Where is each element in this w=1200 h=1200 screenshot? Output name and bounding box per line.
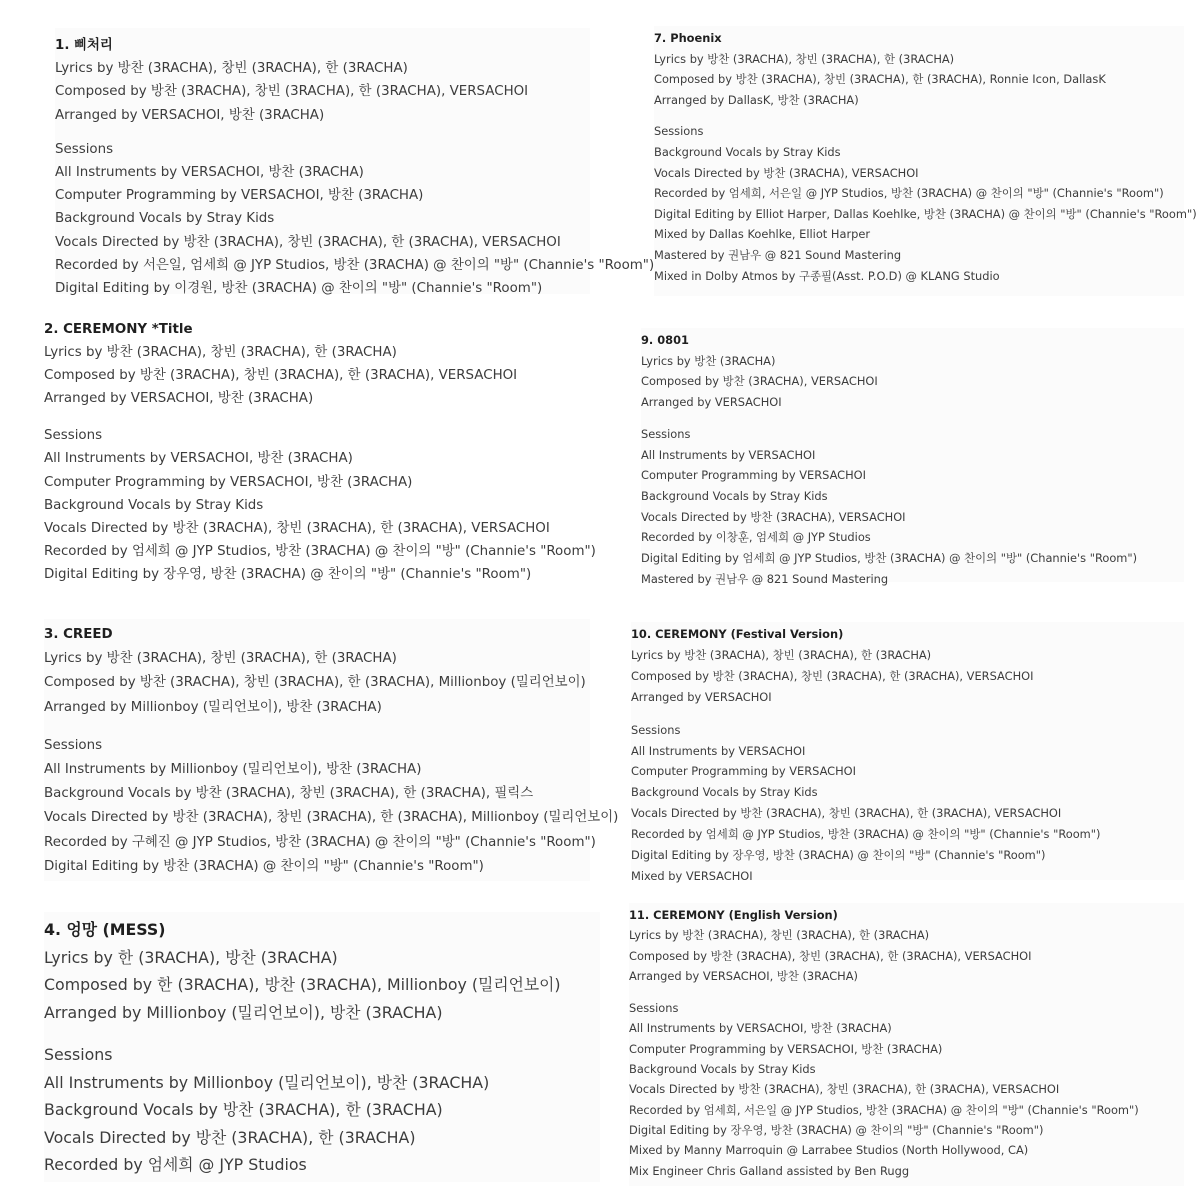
session-credit: Vocals Directed by 방찬 (3RACHA), VERSACHOI [641, 509, 906, 524]
lyrics-credit: Lyrics by 방찬 (3RACHA), 창빈 (3RACHA), 한 (3RACHA) [631, 647, 932, 662]
sessions-heading: Sessions [55, 141, 114, 157]
session-credit: Vocals Directed by 방찬 (3RACHA), 창빈 (3RACHA), 한 (3RACHA), Millionboy (밀리언보이) [44, 810, 619, 826]
session-credit: Recorded by 이창훈, 엄세희 @ JYP Studios [641, 530, 871, 545]
session-credit: All Instruments by Millionboy (밀리언보이), 방찬 (3RACHA) [44, 762, 422, 778]
session-credit: Vocals Directed by 방찬 (3RACHA), 창빈 (3RACHA), 한 (3RACHA), VERSACHOI [631, 806, 1062, 821]
session-credit: Computer Programming by VERSACHOI, 방찬 (3RACHA) [55, 188, 424, 204]
session-credit: Background Vocals by Stray Kids [631, 785, 818, 800]
sessions-heading: Sessions [44, 1045, 113, 1064]
lyrics-credit: Lyrics by 방찬 (3RACHA), 창빈 (3RACHA), 한 (3RACHA) [55, 61, 408, 77]
session-credit: Recorded by 엄세희 @ JYP Studios, 방찬 (3RACHA) @ 찬이의 "방" (Channie's "Room") [44, 543, 596, 559]
track-title: 2. CEREMONY *Title [44, 322, 193, 337]
composed-credit: Composed by 방찬 (3RACHA), 창빈 (3RACHA), 한 (3RACHA), VERSACHOI [629, 948, 1032, 963]
session-credit: Computer Programming by VERSACHOI [641, 468, 867, 483]
arranged-credit: Arranged by Millionboy (밀리언보이), 방찬 (3RACHA) [44, 699, 382, 715]
credits-panel-track-1 [55, 28, 655, 297]
credits-panel-track-7 [654, 26, 1197, 296]
credits-panel-track-4 [44, 912, 600, 1182]
session-credit: Background Vocals by 방찬 (3RACHA), 창빈 (3RACHA), 한 (3RACHA), 필릭스 [44, 786, 534, 802]
arranged-credit: Arranged by VERSACHOI [641, 395, 782, 410]
track-title: 9. 0801 [641, 333, 689, 347]
session-credit: Digital Editing by 방찬 (3RACHA) @ 찬이의 "방" (Channie's "Room") [44, 858, 484, 874]
session-credit: Mixed in Dolby Atmos by 구종필(Asst. P.O.D) @ KLANG Studio [654, 268, 1000, 283]
session-credit: Background Vocals by Stray Kids [629, 1062, 816, 1077]
session-credit: Mastered by 권남우 @ 821 Sound Mastering [654, 247, 902, 262]
session-credit: Background Vocals by 방찬 (3RACHA), 한 (3RACHA) [44, 1100, 443, 1119]
sessions-heading: Sessions [641, 426, 691, 441]
session-credit: Mastered by 권남우 @ 821 Sound Mastering [641, 571, 889, 586]
lyrics-credit: Lyrics by 방찬 (3RACHA), 창빈 (3RACHA), 한 (3RACHA) [629, 928, 930, 943]
track-title: 10. CEREMONY (Festival Version) [631, 627, 844, 641]
arranged-credit: Arranged by VERSACHOI, 방찬 (3RACHA) [629, 968, 858, 983]
session-credit: Vocals Directed by 방찬 (3RACHA), 한 (3RACHA) [44, 1127, 416, 1147]
sessions-heading: Sessions [44, 428, 103, 444]
lyrics-credit: Lyrics by 방찬 (3RACHA), 창빈 (3RACHA), 한 (3RACHA) [44, 345, 397, 361]
session-credit: All Instruments by VERSACHOI, 방찬 (3RACHA) [55, 165, 364, 181]
session-credit: Computer Programming by VERSACHOI, 방찬 (3RACHA) [629, 1041, 943, 1056]
session-credit: Background Vocals by Stray Kids [55, 211, 275, 227]
session-credit: Vocals Directed by 방찬 (3RACHA), VERSACHOI [654, 165, 919, 180]
track-title: 4. 엉망 (MESS) [44, 920, 166, 939]
lyrics-credit: Lyrics by 방찬 (3RACHA) [641, 353, 776, 368]
credits-panel-track-9 [641, 328, 1184, 586]
credits-panel-track-10 [631, 622, 1184, 883]
arranged-credit: Arranged by DallasK, 방찬 (3RACHA) [654, 92, 859, 107]
session-credit: Mixed by VERSACHOI [631, 868, 753, 883]
session-credit: Computer Programming by VERSACHOI, 방찬 (3RACHA) [44, 474, 413, 490]
session-credit: Mixed by Dallas Koehlke, Elliot Harper [654, 227, 871, 242]
composed-credit: Composed by 방찬 (3RACHA), 창빈 (3RACHA), 한 (3RACHA), VERSACHOI [55, 84, 529, 100]
session-credit: Recorded by 엄세희 @ JYP Studios [44, 1155, 307, 1174]
composed-credit: Composed by 방찬 (3RACHA), 창빈 (3RACHA), 한 (3RACHA), Millionboy (밀리언보이) [44, 675, 586, 691]
composed-credit: Composed by 방찬 (3RACHA), 창빈 (3RACHA), 한 (3RACHA), VERSACHOI [44, 368, 518, 384]
sessions-heading: Sessions [631, 722, 681, 737]
session-credit: Mixed by Manny Marroquin @ Larrabee Studios (North Hollywood, CA) [629, 1143, 1029, 1158]
session-credit: Vocals Directed by 방찬 (3RACHA), 창빈 (3RACHA), 한 (3RACHA), VERSACHOI [44, 520, 550, 536]
session-credit: Vocals Directed by 방찬 (3RACHA), 창빈 (3RACHA), 한 (3RACHA), VERSACHOI [629, 1082, 1060, 1097]
sessions-heading: Sessions [629, 1001, 679, 1016]
session-credit: Digital Editing by 장우영, 방찬 (3RACHA) @ 찬이의 "방" (Channie's "Room") [629, 1122, 1044, 1137]
session-credit: Digital Editing by Elliot Harper, Dallas Koehlke, 방찬 (3RACHA) @ 찬이의 "방" (Channie's "Room") [654, 206, 1197, 221]
arranged-credit: Arranged by VERSACHOI [631, 689, 772, 704]
lyrics-credit: Lyrics by 방찬 (3RACHA), 창빈 (3RACHA), 한 (3RACHA) [44, 651, 397, 667]
session-credit: Digital Editing by 이경원, 방찬 (3RACHA) @ 찬이의 "방" (Channie's "Room") [55, 281, 543, 297]
arranged-credit: Arranged by Millionboy (밀리언보이), 방찬 (3RACHA) [44, 1002, 443, 1022]
session-credit: All Instruments by Millionboy (밀리언보이), 방찬 (3RACHA) [44, 1072, 490, 1092]
session-credit: Mix Engineer Chris Galland assisted by Ben Rugg [629, 1163, 910, 1178]
session-credit: Computer Programming by VERSACHOI [631, 764, 857, 779]
session-credit: Digital Editing by 엄세희 @ JYP Studios, 방찬 (3RACHA) @ 찬이의 "방" (Channie's "Room") [641, 551, 1138, 566]
credits-panel-track-2 [44, 314, 594, 588]
session-credit: Digital Editing by 장우영, 방찬 (3RACHA) @ 찬이의 "방" (Channie's "Room") [44, 566, 532, 582]
composed-credit: Composed by 한 (3RACHA), 방찬 (3RACHA), Millionboy (밀리언보이) [44, 975, 561, 994]
arranged-credit: Arranged by VERSACHOI, 방찬 (3RACHA) [44, 391, 314, 407]
session-credit: Background Vocals by Stray Kids [654, 144, 841, 159]
arranged-credit: Arranged by VERSACHOI, 방찬 (3RACHA) [55, 107, 325, 123]
session-credit: All Instruments by VERSACHOI [631, 743, 806, 758]
session-credit: All Instruments by VERSACHOI, 방찬 (3RACHA) [44, 451, 353, 467]
sessions-heading: Sessions [654, 124, 704, 139]
credits-panel-track-11 [629, 903, 1184, 1186]
credits-panel-track-3 [44, 619, 619, 881]
track-title: 7. Phoenix [654, 31, 722, 45]
session-credit: All Instruments by VERSACHOI [641, 447, 816, 462]
session-credit: Recorded by 구혜진 @ JYP Studios, 방찬 (3RACHA) @ 찬이의 "방" (Channie's "Room") [44, 834, 596, 850]
track-title: 3. CREED [44, 627, 113, 642]
session-credit: Background Vocals by Stray Kids [641, 488, 828, 503]
lyrics-credit: Lyrics by 한 (3RACHA), 방찬 (3RACHA) [44, 947, 338, 967]
session-credit: All Instruments by VERSACHOI, 방찬 (3RACHA) [629, 1021, 892, 1036]
composed-credit: Composed by 방찬 (3RACHA), 창빈 (3RACHA), 한 (3RACHA), VERSACHOI [631, 668, 1034, 683]
session-credit: Vocals Directed by 방찬 (3RACHA), 창빈 (3RACHA), 한 (3RACHA), VERSACHOI [55, 234, 561, 250]
session-credit: Recorded by 엄세희, 서은일 @ JYP Studios, 방찬 (3RACHA) @ 찬이의 "방" (Channie's "Room") [654, 186, 1164, 201]
composed-credit: Composed by 방찬 (3RACHA), 창빈 (3RACHA), 한 (3RACHA), Ronnie Icon, DallasK [654, 72, 1106, 87]
session-credit: Recorded by 서은일, 엄세희 @ JYP Studios, 방찬 (3RACHA) @ 찬이의 "방" (Channie's "Room") [55, 257, 655, 273]
track-title: 1. 삐처리 [55, 38, 113, 53]
session-credit: Recorded by 엄세희 @ JYP Studios, 방찬 (3RACHA) @ 찬이의 "방" (Channie's "Room") [631, 827, 1101, 842]
session-credit: Recorded by 엄세희, 서은일 @ JYP Studios, 방찬 (3RACHA) @ 찬이의 "방" (Channie's "Room") [629, 1102, 1139, 1117]
sessions-heading: Sessions [44, 737, 103, 753]
composed-credit: Composed by 방찬 (3RACHA), VERSACHOI [641, 374, 878, 389]
session-credit: Digital Editing by 장우영, 방찬 (3RACHA) @ 찬이의 "방" (Channie's "Room") [631, 848, 1046, 863]
lyrics-credit: Lyrics by 방찬 (3RACHA), 창빈 (3RACHA), 한 (3RACHA) [654, 51, 955, 66]
session-credit: Background Vocals by Stray Kids [44, 497, 264, 513]
track-title: 11. CEREMONY (English Version) [629, 908, 838, 922]
